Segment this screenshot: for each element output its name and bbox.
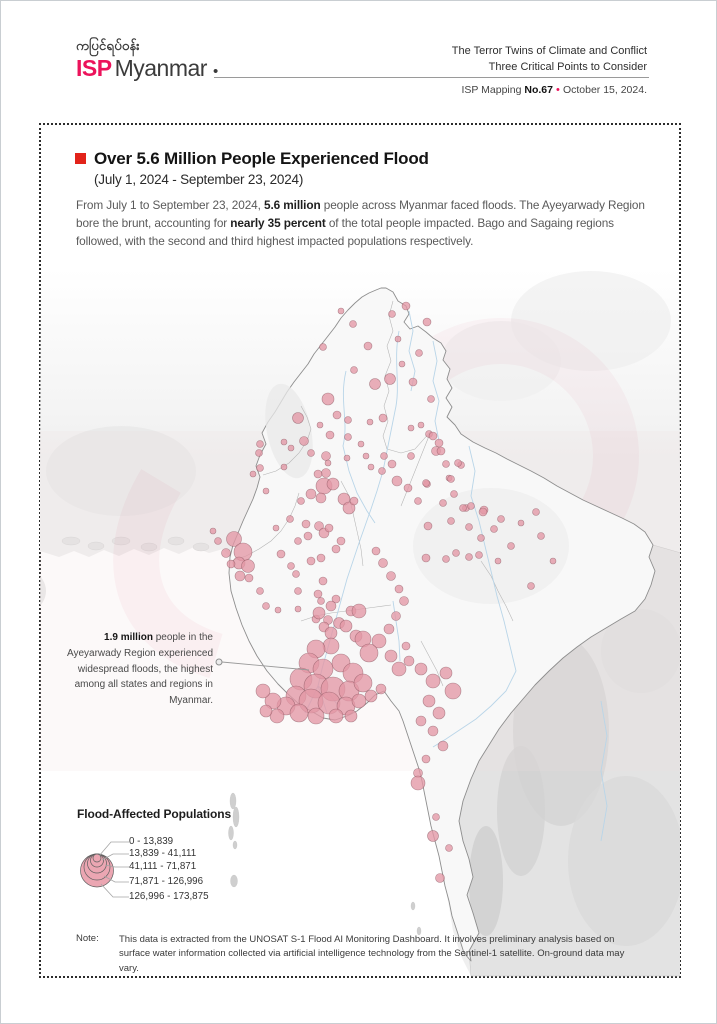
andaman-islands bbox=[229, 793, 422, 935]
flood-bubble bbox=[277, 550, 285, 558]
flood-bubble bbox=[400, 597, 409, 606]
flood-bubble bbox=[491, 526, 498, 533]
legend-range-2: 13,839 - 41,111 bbox=[129, 848, 197, 859]
flood-bubble bbox=[354, 674, 372, 692]
flood-bubble bbox=[395, 336, 401, 342]
intro-text: of the total people impacted. Bago and Sagaing regions followed, with the second and third highest impacted populations respectively. bbox=[76, 215, 614, 248]
flood-bubble bbox=[409, 378, 417, 386]
header-divider bbox=[214, 77, 649, 78]
legend-range-3: 41,111 - 71,871 bbox=[129, 861, 197, 872]
flood-bubble bbox=[392, 476, 402, 486]
flood-bubble bbox=[295, 538, 302, 545]
legend-range-1: 0 - 13,839 bbox=[129, 836, 174, 847]
flood-bubble bbox=[422, 554, 430, 562]
flood-bubble bbox=[389, 311, 396, 318]
flood-bubble bbox=[306, 489, 316, 499]
flood-bubble bbox=[242, 560, 255, 573]
flood-bubble bbox=[345, 417, 352, 424]
flood-bubble bbox=[317, 554, 325, 562]
flood-bubble bbox=[533, 509, 540, 516]
flood-bubble bbox=[392, 612, 401, 621]
flood-bubble bbox=[518, 520, 524, 526]
flood-bubble bbox=[437, 447, 445, 455]
flood-bubble bbox=[411, 776, 425, 790]
flood-bubble bbox=[372, 547, 380, 555]
flood-bubble bbox=[322, 469, 331, 478]
flood-bubble bbox=[399, 361, 405, 367]
flood-bubble bbox=[445, 683, 461, 699]
flood-bubble bbox=[344, 455, 350, 461]
flood-bubble bbox=[365, 690, 377, 702]
flood-bubble bbox=[358, 441, 364, 447]
flood-bubble bbox=[300, 437, 309, 446]
flood-bubble bbox=[281, 439, 287, 445]
intro-bold-percent: nearly 35 percent bbox=[230, 215, 326, 230]
mapping-issue-line bbox=[462, 84, 647, 96]
series-title-line1: The Terror Twins of Climate and Conflict bbox=[451, 45, 647, 57]
flood-bubble bbox=[416, 350, 423, 357]
flood-bubble bbox=[368, 464, 374, 470]
flood-bubble bbox=[448, 476, 455, 483]
flood-bubble bbox=[395, 585, 403, 593]
flood-bubble bbox=[316, 493, 326, 503]
flood-bubble bbox=[428, 396, 435, 403]
flood-bubble bbox=[379, 414, 387, 422]
flood-bubble bbox=[424, 522, 432, 530]
flood-bubble bbox=[352, 604, 366, 618]
flood-bubble bbox=[298, 498, 305, 505]
flood-bubble bbox=[429, 432, 437, 440]
flood-bubble bbox=[314, 590, 322, 598]
flood-bubble bbox=[281, 464, 287, 470]
flood-bubble bbox=[295, 606, 301, 612]
flood-bubble bbox=[423, 318, 431, 326]
flood-bubble bbox=[295, 588, 302, 595]
flood-bubble bbox=[387, 572, 396, 581]
flood-bubble bbox=[381, 453, 388, 460]
flood-bubble bbox=[415, 498, 422, 505]
legend-title: Flood-Affected Populations bbox=[77, 807, 232, 821]
flood-bubble bbox=[250, 471, 256, 477]
flood-bubble bbox=[428, 831, 439, 842]
flood-bubble bbox=[256, 450, 263, 457]
flood-bubble bbox=[263, 488, 269, 494]
flood-bubble bbox=[332, 545, 340, 553]
intro-text: people across Myanmar faced floods. The Ayeyarwady Region bore the brunt, accounting for bbox=[76, 198, 645, 230]
flood-bubble bbox=[404, 656, 414, 666]
flood-bubble bbox=[455, 460, 462, 467]
flood-bubble bbox=[440, 667, 452, 679]
flood-bubble bbox=[379, 468, 386, 475]
flood-bubble bbox=[443, 556, 450, 563]
flood-bubble bbox=[550, 558, 556, 564]
flood-bubble bbox=[318, 598, 325, 605]
flood-bubble bbox=[293, 413, 304, 424]
flood-bubble bbox=[508, 543, 515, 550]
logo-myanmar-text: Myanmar bbox=[114, 55, 207, 81]
flood-bubble bbox=[345, 710, 357, 722]
flood-bubble bbox=[326, 431, 334, 439]
flood-bubble bbox=[422, 755, 430, 763]
flood-bubble bbox=[307, 557, 315, 565]
flood-bubble bbox=[245, 574, 253, 582]
flood-bubble bbox=[325, 460, 331, 466]
flood-bubble bbox=[308, 450, 315, 457]
flood-bubble bbox=[319, 577, 327, 585]
logo-isp-text: ISP bbox=[76, 55, 112, 81]
annotation-text: people in the Ayeyarwady Region experienced widespread floods, the highest among all states and regions in Myanmar. bbox=[66, 632, 213, 707]
title-bullet-square-icon bbox=[75, 153, 86, 164]
mapping-number: No.67 bbox=[524, 84, 553, 96]
flood-bubble bbox=[322, 452, 331, 461]
flood-bubble bbox=[333, 411, 341, 419]
flood-bubble bbox=[478, 535, 485, 542]
flood-bubble bbox=[329, 709, 343, 723]
flood-bubble bbox=[416, 716, 426, 726]
flood-bubble bbox=[451, 491, 458, 498]
flood-bubble bbox=[363, 453, 369, 459]
legend-circles-graphic bbox=[71, 831, 135, 903]
mapping-date: October 15, 2024. bbox=[562, 84, 647, 96]
page-subtitle: (July 1, 2024 - September 23, 2024) bbox=[94, 172, 304, 187]
flood-bubble bbox=[260, 705, 272, 717]
flood-bubble bbox=[302, 520, 310, 528]
flood-bubble bbox=[426, 674, 440, 688]
flood-bubble bbox=[350, 497, 358, 505]
flood-bubble bbox=[385, 374, 396, 385]
flood-bubble bbox=[288, 563, 295, 570]
flood-bubble bbox=[435, 439, 443, 447]
flood-bubble bbox=[326, 601, 336, 611]
relief-patch bbox=[568, 776, 680, 946]
flood-bubble bbox=[323, 638, 339, 654]
flood-bubble bbox=[288, 445, 294, 451]
series-title-line2: Three Critical Points to Consider bbox=[488, 61, 647, 73]
logo-bullet-icon: • bbox=[212, 63, 219, 80]
intro-bold-total: 5.6 million bbox=[263, 198, 321, 212]
mapping-dot-icon: • bbox=[552, 84, 563, 96]
flood-bubble bbox=[453, 550, 460, 557]
flood-bubble bbox=[304, 532, 312, 540]
flood-bubble bbox=[257, 465, 264, 472]
flood-bubble bbox=[215, 538, 222, 545]
flood-bubble bbox=[433, 814, 440, 821]
flood-bubble bbox=[528, 583, 535, 590]
flood-bubble bbox=[273, 525, 279, 531]
flood-bubble bbox=[446, 845, 453, 852]
flood-bubble bbox=[479, 508, 487, 516]
flood-bubble bbox=[379, 559, 388, 568]
shan-plateau bbox=[413, 488, 569, 604]
flood-bubble bbox=[428, 726, 438, 736]
flood-bubble bbox=[440, 500, 447, 507]
annotation-connector-dot bbox=[216, 659, 222, 665]
flood-bubble bbox=[327, 478, 339, 490]
legend-range-4: 71,871 - 126,996 bbox=[129, 876, 204, 887]
annotation-bold: 1.9 million bbox=[104, 632, 153, 643]
flood-bubble bbox=[466, 524, 473, 531]
flood-bubble bbox=[433, 707, 445, 719]
flood-bubble bbox=[388, 460, 396, 468]
flood-bubble bbox=[352, 694, 366, 708]
intro-paragraph bbox=[76, 197, 652, 251]
flood-bubble bbox=[360, 644, 378, 662]
flood-bubble bbox=[263, 603, 270, 610]
legend-range-5: 126,996 - 173,875 bbox=[129, 891, 209, 902]
flood-bubble bbox=[423, 695, 435, 707]
flood-bubble bbox=[408, 453, 415, 460]
flood-bubble bbox=[313, 607, 325, 619]
flood-bubble bbox=[418, 422, 424, 428]
ayeyarwady-annotation bbox=[55, 630, 213, 709]
flood-bubble bbox=[222, 549, 231, 558]
flood-bubble bbox=[538, 533, 545, 540]
flood-bubble bbox=[350, 321, 357, 328]
flood-bubble bbox=[438, 741, 448, 751]
flood-bubble bbox=[293, 571, 300, 578]
intro-text: From July 1 to September 23, 2024, bbox=[76, 198, 264, 212]
flood-bubble bbox=[415, 663, 427, 675]
flood-bubble bbox=[364, 342, 372, 350]
flood-bubble bbox=[370, 379, 381, 390]
flood-bubble bbox=[257, 588, 264, 595]
flood-bubble bbox=[466, 554, 473, 561]
flood-bubble bbox=[436, 874, 445, 883]
flood-bubble bbox=[320, 344, 327, 351]
flood-bubble bbox=[345, 434, 352, 441]
flood-bubble bbox=[317, 422, 323, 428]
flood-bubble bbox=[325, 627, 337, 639]
flood-bubble bbox=[448, 518, 455, 525]
flood-bubble bbox=[476, 552, 483, 559]
flood-bubble bbox=[351, 367, 358, 374]
flood-bubble bbox=[404, 484, 412, 492]
flood-bubble bbox=[498, 516, 505, 523]
flood-bubble bbox=[468, 503, 475, 510]
isp-myanmar-logo bbox=[76, 37, 218, 82]
flood-bubble bbox=[443, 461, 450, 468]
flood-bubble bbox=[423, 480, 430, 487]
flood-bubble bbox=[385, 650, 397, 662]
flood-bubble bbox=[408, 425, 414, 431]
note-label: Note: bbox=[76, 933, 99, 944]
flood-bubble bbox=[495, 558, 501, 564]
flood-bubble bbox=[392, 662, 406, 676]
note-text: This data is extracted from the UNOSAT S-1 Flood AI Monitoring Dashboard. It involves preliminary analysis based on surface water information collected via artificial intelligence technology from the Sentinel-1 satellite. On-ground data may vary. bbox=[119, 934, 625, 974]
flood-bubble bbox=[337, 537, 345, 545]
flood-bubble bbox=[290, 704, 308, 722]
flood-bubble bbox=[340, 620, 352, 632]
flood-bubble bbox=[384, 624, 394, 634]
flood-bubble bbox=[257, 441, 264, 448]
flood-bubble bbox=[460, 505, 467, 512]
series-title bbox=[452, 43, 647, 75]
flood-bubble bbox=[256, 684, 270, 698]
flood-bubble bbox=[322, 393, 334, 405]
logo-burmese-text: ကပြင်ရပ်ဝန်း bbox=[76, 38, 140, 53]
page-title: Over 5.6 Million People Experienced Flood bbox=[94, 149, 429, 168]
flood-bubble bbox=[308, 708, 324, 724]
flood-bubble bbox=[275, 607, 281, 613]
flood-bubble bbox=[402, 302, 410, 310]
mapping-label: ISP Mapping bbox=[461, 84, 525, 96]
flood-bubble bbox=[314, 470, 322, 478]
flood-bubble bbox=[402, 642, 410, 650]
flood-bubble bbox=[210, 528, 216, 534]
title-block bbox=[75, 148, 429, 187]
flood-bubble bbox=[338, 308, 344, 314]
flood-bubble bbox=[287, 516, 294, 523]
flood-bubble bbox=[376, 684, 386, 694]
flood-bubble bbox=[325, 524, 333, 532]
flood-bubble bbox=[367, 419, 373, 425]
flood-bubble bbox=[235, 571, 245, 581]
flood-bubble bbox=[227, 560, 235, 568]
